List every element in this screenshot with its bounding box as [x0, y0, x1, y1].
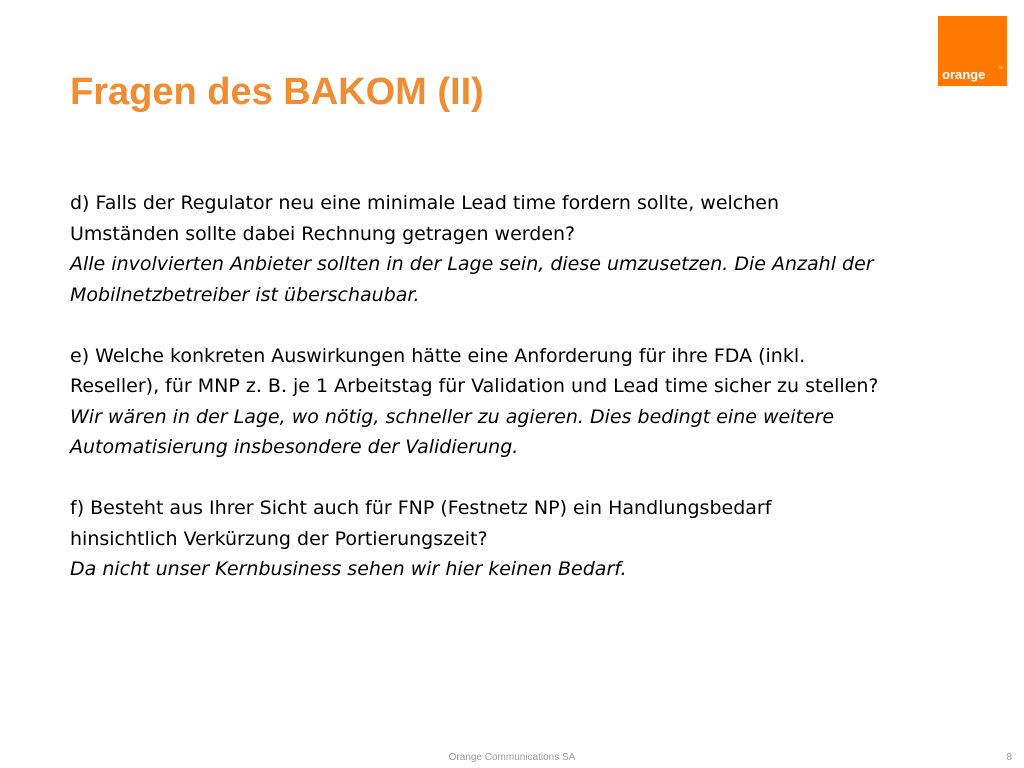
slide-content: [70, 188, 970, 615]
answer-line: Mobilnetzbetreiber ist überschaubar.: [70, 283, 420, 306]
answer-line: Automatisierung insbesondere der Validierung.: [70, 436, 519, 458]
question-line: hinsichtlich Verkürzung der Portierungszeit?: [70, 527, 488, 550]
question-line: Umständen sollte dabei Rechnung getragen werden?: [70, 222, 576, 245]
slide-title: Fragen des BAKOM (II): [70, 71, 484, 113]
question-line: e) Welche konkreten Auswirkungen hätte eine Anforderung für ihre FDA (inkl.: [70, 344, 806, 367]
page-number: 8: [1006, 752, 1012, 763]
question-line: Reseller), für MNP z. B. je 1 Arbeitstag für Validation und Lead time sicher zu stellen?: [70, 375, 879, 397]
qa-item-d: [70, 188, 970, 310]
logo-trademark: ™: [998, 66, 1003, 72]
orange-logo: [938, 16, 1007, 86]
question-line: d) Falls der Regulator neu eine minimale Lead time fordern sollte, welchen: [70, 192, 780, 214]
qa-item-e: [70, 341, 970, 463]
question-line: f) Besteht aus Ihrer Sicht auch für FNP (Festnetz NP) ein Handlungsbedarf: [70, 497, 772, 519]
qa-item-f: [70, 493, 970, 585]
answer-line: Wir wären in der Lage, wo nötig, schneller zu agieren. Dies bedingt eine weitere: [70, 405, 835, 428]
answer-line: Da nicht unser Kernbusiness sehen wir hier keinen Bedarf.: [70, 558, 627, 580]
logo-text: orange: [942, 67, 986, 82]
answer-line: Alle involvierten Anbieter sollten in der Lage sein, diese umzusetzen. Die Anzahl der: [70, 253, 874, 275]
footer-company: Orange Communications SA: [448, 752, 576, 763]
